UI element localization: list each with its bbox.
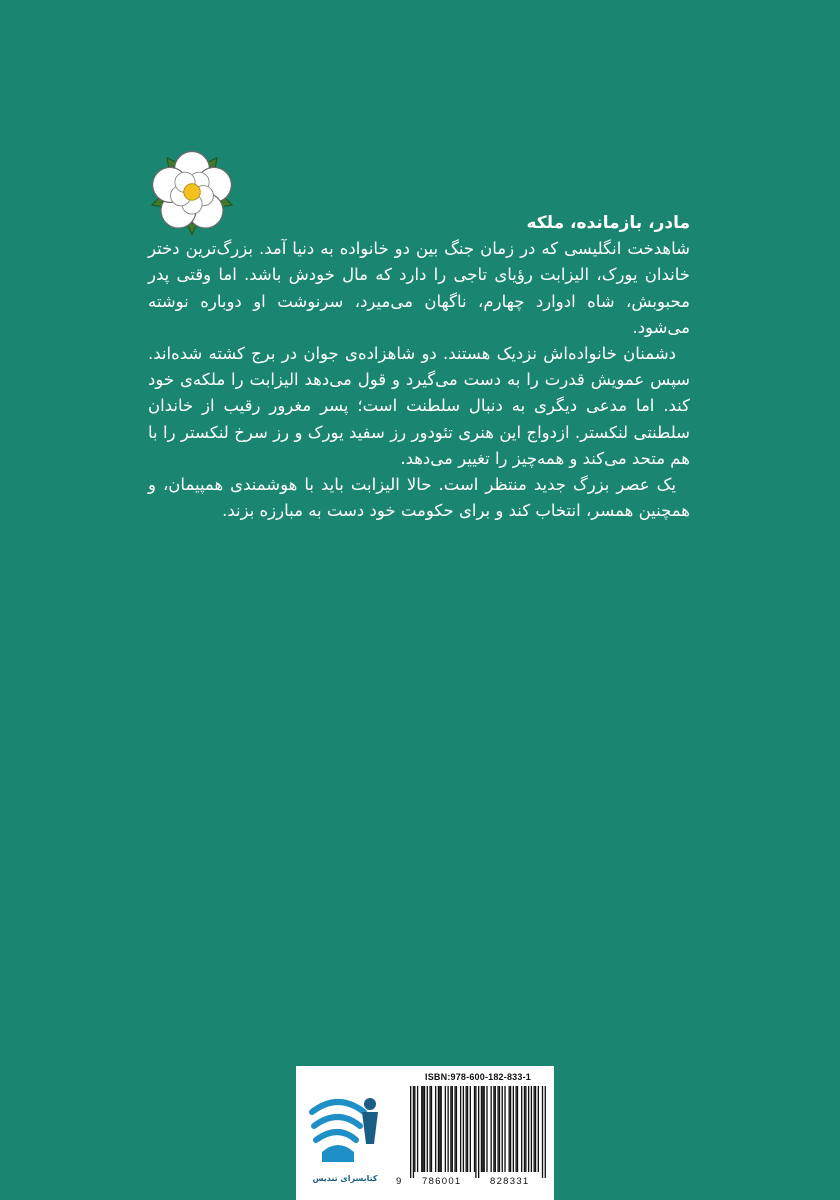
barcode <box>410 1086 546 1178</box>
footer-barcode-box <box>296 1066 554 1200</box>
publisher-logo-icon <box>308 1082 384 1168</box>
isbn-text: ISBN:978-600-182-833-1 <box>425 1072 531 1082</box>
barcode-left-digits: 786001 <box>422 1176 462 1187</box>
blurb-paragraph-3: یک عصر بزرگ جدید منتظر است. حالا الیزابت باید با هوشمندی همپیمان، و همچنین همسر، انتخاب کند و برای حکومت خود دست به مبارزه بزند. <box>148 475 690 521</box>
barcode-lead-digit: 9 <box>396 1176 402 1187</box>
barcode-right-digits: 828331 <box>490 1176 530 1187</box>
publisher-name: کتابسرای تندیس <box>312 1174 378 1183</box>
back-cover-blurb <box>148 210 690 524</box>
blurb-paragraph-2: دشمنان خانواده‌اش نزدیک هستند. دو شاهزاده‌ی جوان در برج کشته شده‌اند. سپس عمویش قدرت را به دست می‌گیرد و قول می‌دهد الیزابت را ملکه‌ی خود کند. اما مدعی دیگری به دنبال سلطنت است؛ پسر مغرور رقیب از خاندان سلطنتی لنکستر. ازدواج این هنری تئودور رز سفید یورک و رز سرخ لنکستر را با هم متحد می‌کند و همه‌چیز را تغییر می‌دهد. <box>148 344 690 468</box>
blurb-paragraph-1: شاهدخت انگلیسی که در زمان جنگ بین دو خانواده به دنیا آمد. بزرگ‌ترین دختر خاندان یورک، الیزابت رؤیای تاجی را دارد که مال خودش باشد. اما وقتی پدر محبوبش، شاه ادوارد چهارم، ناگهان می‌میرد، سرنوشت او دوباره نوشته می‌شود. <box>148 239 690 337</box>
blurb-title: مادر، بازمانده، ملکه <box>526 213 690 233</box>
